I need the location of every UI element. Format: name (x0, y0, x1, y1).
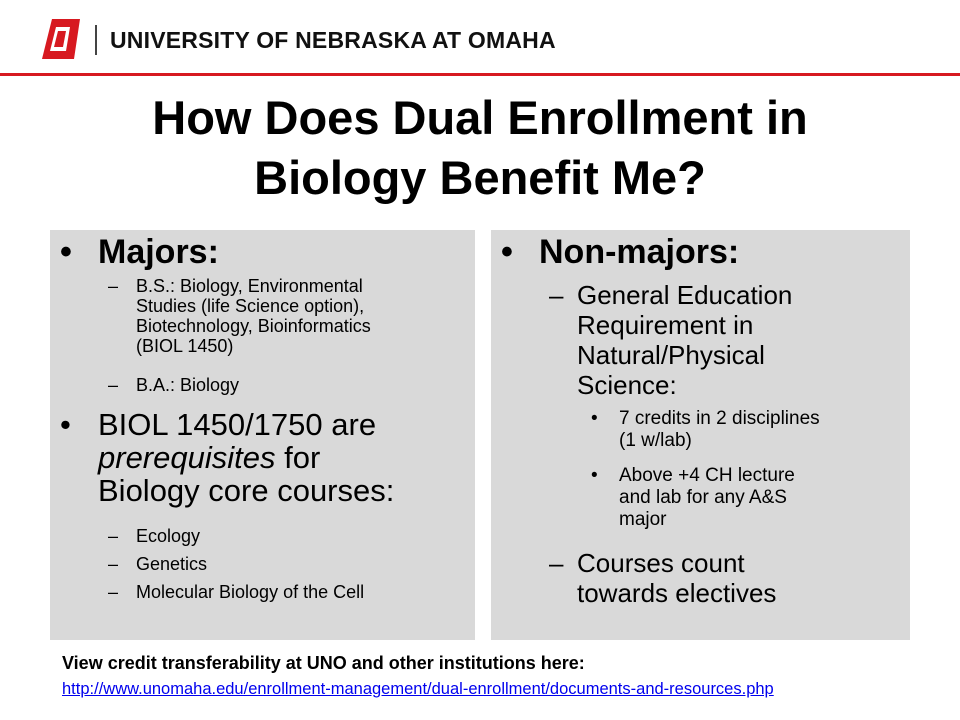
dash-icon: – (108, 276, 119, 296)
nonmajors-heading (501, 232, 739, 272)
dash-icon: – (108, 554, 119, 574)
dash-icon: – (108, 526, 119, 546)
header-accent-line (0, 73, 960, 76)
course-item (108, 554, 207, 574)
gen-ed-text: General Education Requirement in Natural/Physical Science: (577, 280, 793, 400)
dash-icon: – (108, 582, 119, 602)
course-name: Ecology (136, 526, 201, 546)
bullet-icon: • (501, 233, 513, 271)
gen-ed-item (549, 280, 792, 400)
course-item (108, 582, 364, 602)
dash-icon: – (108, 375, 119, 395)
course-name: Genetics (136, 554, 208, 574)
uno-logo-icon (38, 15, 84, 63)
title-line: How Does Dual Enrollment in (152, 91, 808, 144)
lecture-subitem (591, 465, 795, 531)
nonmajors-label: Non-majors: (539, 233, 740, 271)
ba-text: B.A.: Biology (136, 375, 240, 395)
credits-text: 7 credits in 2 disciplines (1 w/lab) (619, 408, 820, 451)
header (0, 0, 960, 78)
majors-panel (50, 230, 475, 640)
credits-subitem (591, 408, 820, 452)
electives-item (549, 548, 776, 608)
lecture-text: Above +4 CH lecture and lab for any A&S major (619, 465, 795, 530)
header-divider (95, 25, 97, 55)
bullet-icon: • (591, 465, 598, 486)
electives-text: Courses count towards electives (577, 548, 777, 608)
dash-icon: – (549, 280, 564, 310)
nonmajors-panel (491, 230, 910, 640)
transferability-note: View credit transferability at UNO and other institutions here: (62, 653, 585, 673)
bullet-icon: • (60, 233, 72, 271)
bs-text: B.S.: Biology, Environmental Studies (life Science option), Biotechnology, Bioinformatics (BIOL 1450) (136, 276, 371, 356)
course-item (108, 526, 200, 546)
bullet-icon: • (591, 408, 598, 429)
bs-item (108, 276, 371, 356)
documents-link[interactable]: http://www.unomaha.edu/enrollment-management/dual-enrollment/documents-and-resources.php (62, 680, 774, 698)
prereq-text: BIOL 1450/1750 are prerequisites for Biology core courses: (98, 407, 395, 508)
course-name: Molecular Biology of the Cell (136, 582, 365, 602)
university-name: UNIVERSITY OF NEBRASKA AT OMAHA (110, 27, 556, 53)
ba-item (108, 375, 239, 395)
title-line: Biology Benefit Me? (254, 151, 706, 204)
slide-title (0, 88, 960, 208)
bullet-icon: • (60, 407, 71, 442)
majors-label: Majors: (98, 233, 219, 271)
majors-heading (60, 232, 219, 272)
prereq-item (60, 408, 394, 507)
dash-icon: – (549, 548, 564, 578)
